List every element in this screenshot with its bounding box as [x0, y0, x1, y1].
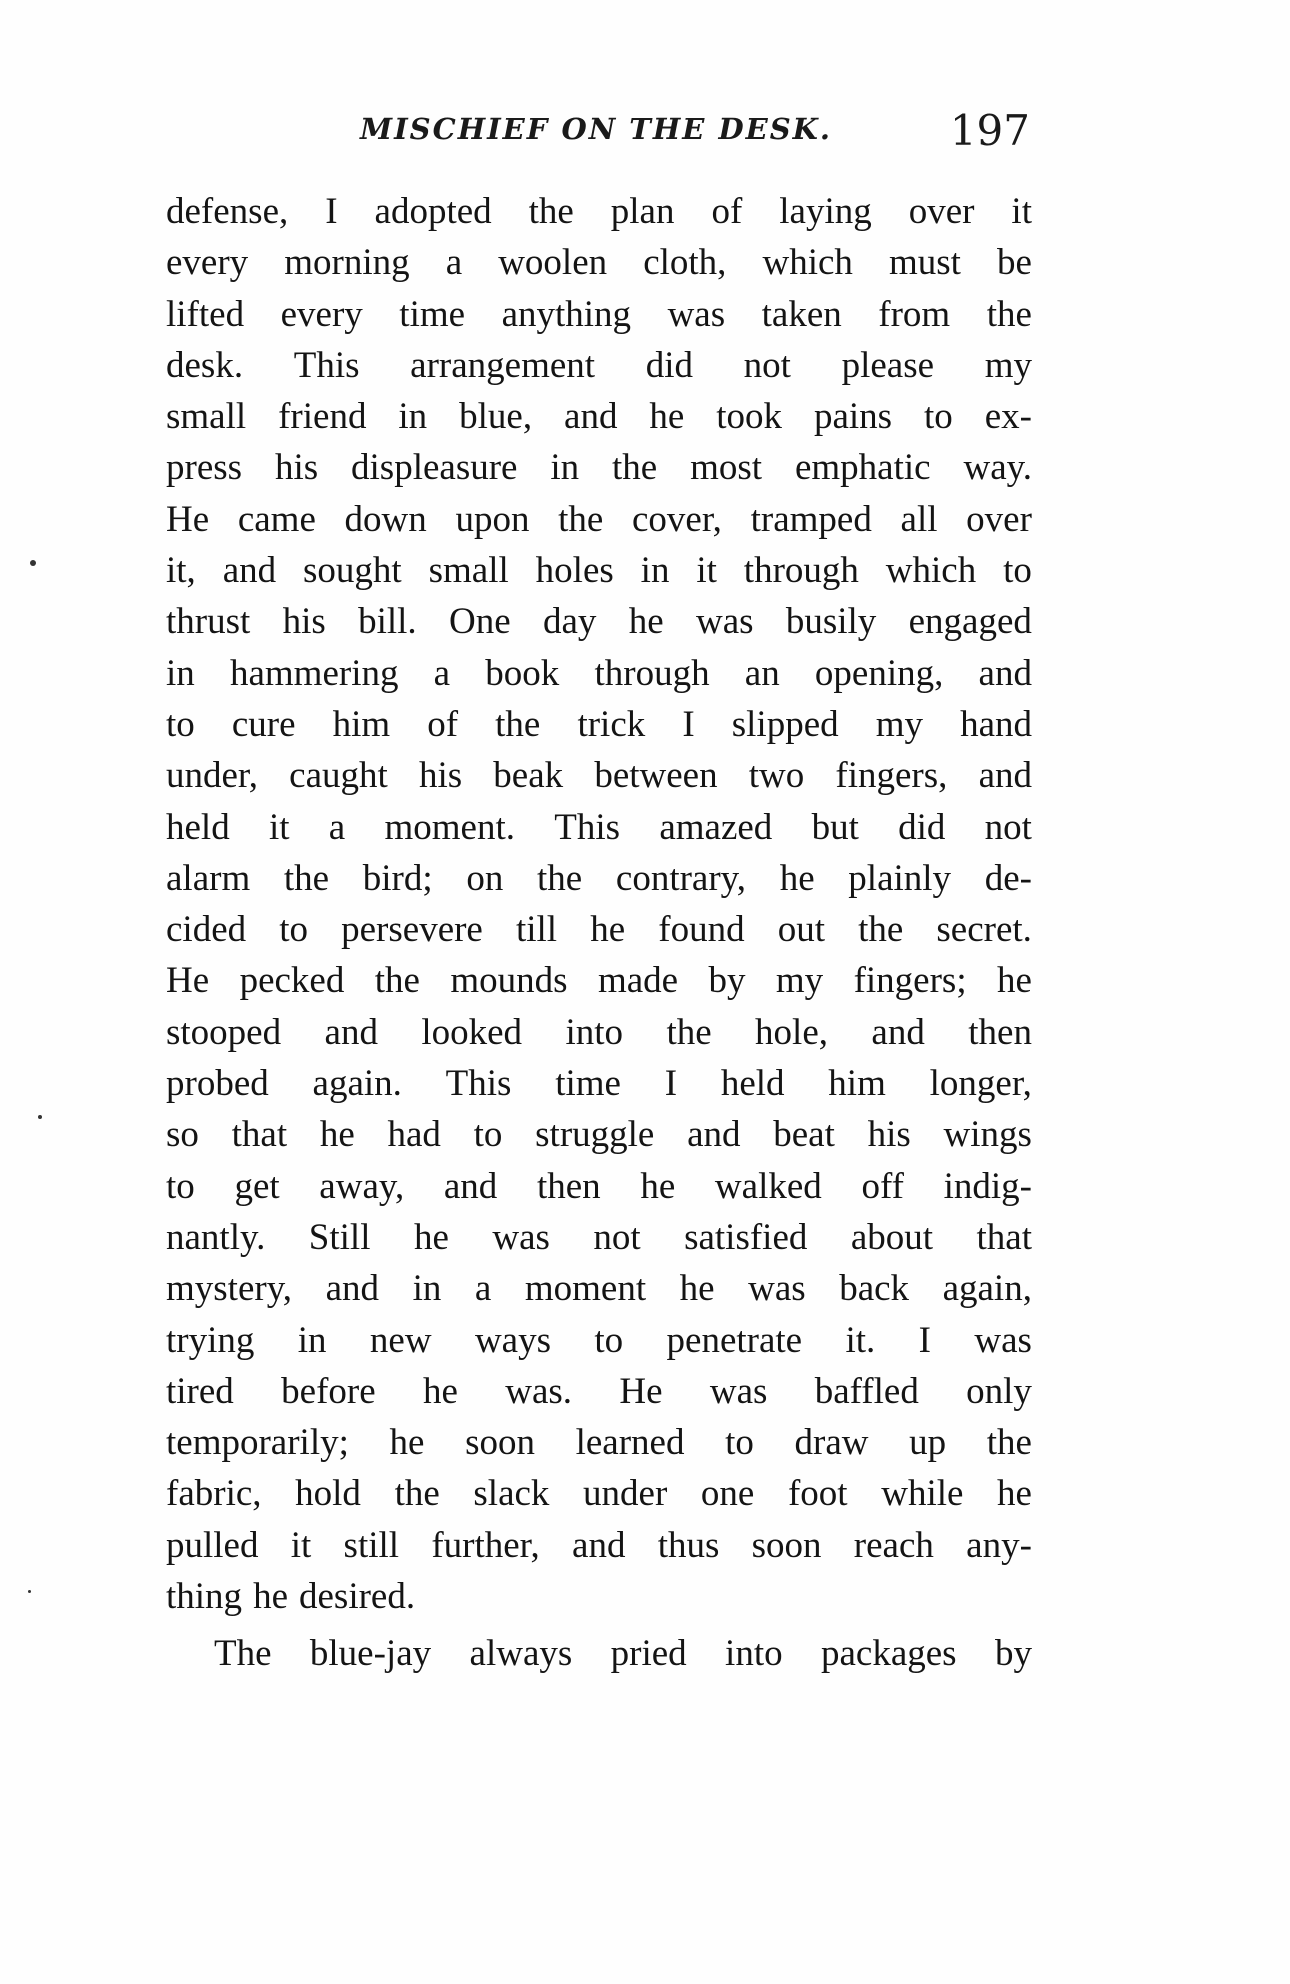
text-line: to get away, and then he walked off indig-	[166, 1165, 1032, 1207]
text-line: lifted every time anything was taken from the	[166, 293, 1032, 335]
text-line: nantly. Still he was not satisfied about that	[166, 1216, 1032, 1258]
text-line: press his displeasure in the most emphatic way.	[166, 447, 1032, 489]
text-line: trying in new ways to penetrate it. I was	[166, 1319, 1032, 1361]
text-line: He came down upon the cover, tramped all over	[166, 498, 1032, 540]
text-line: pulled it still further, and thus soon reach any-	[166, 1524, 1032, 1566]
running-title: MISCHIEF ON THE DESK.	[360, 112, 832, 146]
text-line: in hammering a book through an opening, and	[166, 652, 1032, 694]
print-speck	[38, 1115, 42, 1119]
text-line: alarm the bird; on the contrary, he plainly de-	[166, 857, 1032, 899]
text-line: it, and sought small holes in it through which to	[166, 550, 1032, 592]
text-line: cided to persevere till he found out the secret.	[166, 909, 1032, 951]
text-line: tired before he was. He was baffled only	[166, 1370, 1032, 1412]
running-head	[360, 106, 1030, 172]
text-line: thing he desired.	[166, 1576, 416, 1618]
text-line: held it a moment. This amazed but did not	[166, 806, 1032, 848]
text-line: The blue-jay always pried into packages by	[214, 1633, 1032, 1675]
page-number: 197	[949, 106, 1030, 155]
text-line: stooped and looked into the hole, and then	[166, 1011, 1032, 1053]
print-speck	[28, 1590, 31, 1593]
text-line: He pecked the mounds made by my fingers; he	[166, 960, 1032, 1002]
text-line: probed again. This time I held him longer,	[166, 1063, 1032, 1105]
body-text	[166, 186, 1032, 1680]
text-line: to cure him of the trick I slipped my hand	[166, 703, 1032, 745]
text-line: mystery, and in a moment he was back again,	[166, 1268, 1032, 1310]
text-line: temporarily; he soon learned to draw up the	[166, 1422, 1032, 1464]
text-line: thrust his bill. One day he was busily engaged	[166, 601, 1032, 643]
print-speck	[30, 560, 36, 566]
text-line: so that he had to struggle and beat his wings	[166, 1114, 1032, 1156]
text-line: desk. This arrangement did not please my	[166, 344, 1032, 386]
text-line: small friend in blue, and he took pains to ex-	[166, 396, 1032, 438]
text-line: defense, I adopted the plan of laying over it	[166, 191, 1032, 232]
text-line: under, caught his beak between two fingers, and	[166, 755, 1032, 797]
text-line: fabric, hold the slack under one foot while he	[166, 1473, 1032, 1515]
text-line: every morning a woolen cloth, which must be	[166, 242, 1032, 284]
